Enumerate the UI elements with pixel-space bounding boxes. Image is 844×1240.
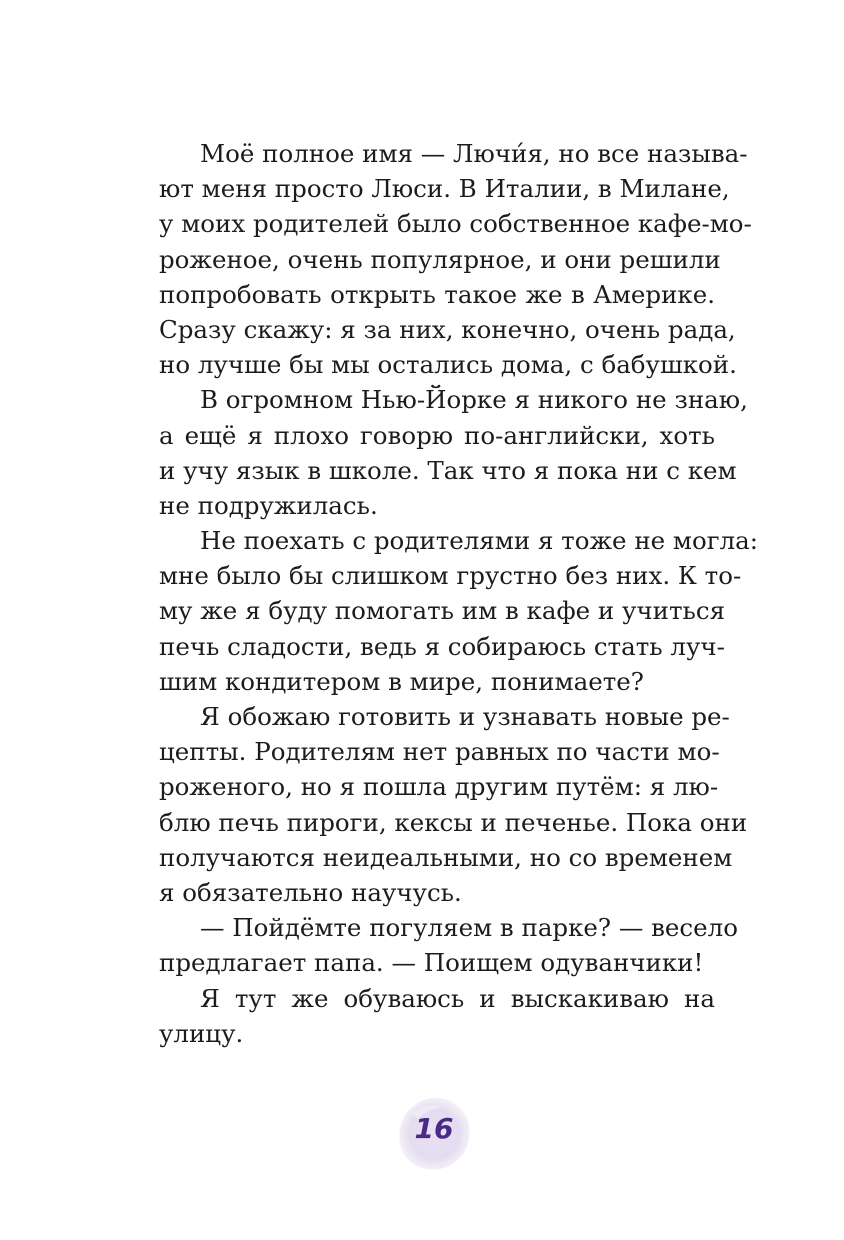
text-line: блю печь пироги, кексы и печенье. Пока они [159,807,748,837]
paragraph-4 [159,699,748,910]
text-line: цепты. Родителям нет равных по части мо- [159,737,720,767]
page-number [392,1092,476,1176]
text-line: я обязательно научусь. [159,877,462,907]
text-line: попробовать открыть такое же в Америке. [159,279,715,309]
text-line: у моих родителей было собственное кафе-мо- [159,209,752,239]
text-line: — Пойдёмте погуляем в парке? — весело [200,913,738,943]
text-line: ют меня просто Люси. В Италии, в Милане, [159,174,730,204]
text-line: Сразу скажу: я за них, конечно, очень рада, [159,314,736,344]
text-line: но лучше бы мы остались дома, с бабушкой. [159,350,737,380]
text-line: улицу. [159,1018,244,1048]
text-line: получаются неидеальными, но со временем [159,842,733,872]
paragraph-2 [159,382,748,523]
text-line: му же я буду помогать им в кафе и учиться [159,596,726,626]
text-line: роженое, очень популярное, и они решили [159,244,721,274]
text-line: Не поехать с родителями я тоже не могла: [200,526,758,556]
text-line: роженого, но я пошла другим путём: я лю- [159,772,719,802]
paragraph-5 [159,910,738,980]
text-line: В огромном Нью-Йорке я никого не знаю, [200,385,748,415]
text-line: не подружилась. [159,490,378,520]
text-line: и учу язык в школе. Так что я пока ни с кем [159,455,737,485]
text-line: печь сладости, ведь я собираюсь стать луч- [159,631,725,661]
text-line: Я тут же обуваюсь и выскакиваю на [200,983,715,1013]
text-line: шим кондитером в мире, понимаете? [159,666,644,696]
text-line: Я обожаю готовить и узнавать новые ре- [200,702,730,731]
paragraph-3 [159,523,758,699]
text-line: предлагает папа. — Поищем одуванчики! [159,948,704,978]
page-number-label: 16 [414,1112,454,1145]
body-text [159,136,758,1051]
paragraph-1 [159,136,752,382]
text-line: а ещё я плохо говорю по-английски, хоть [159,420,715,450]
paragraph-6 [159,981,715,1051]
text-line: мне было бы слишком грустно без них. К то- [159,561,742,591]
text-line: Моё полное имя — Лючи́я, но все называ- [200,139,748,168]
